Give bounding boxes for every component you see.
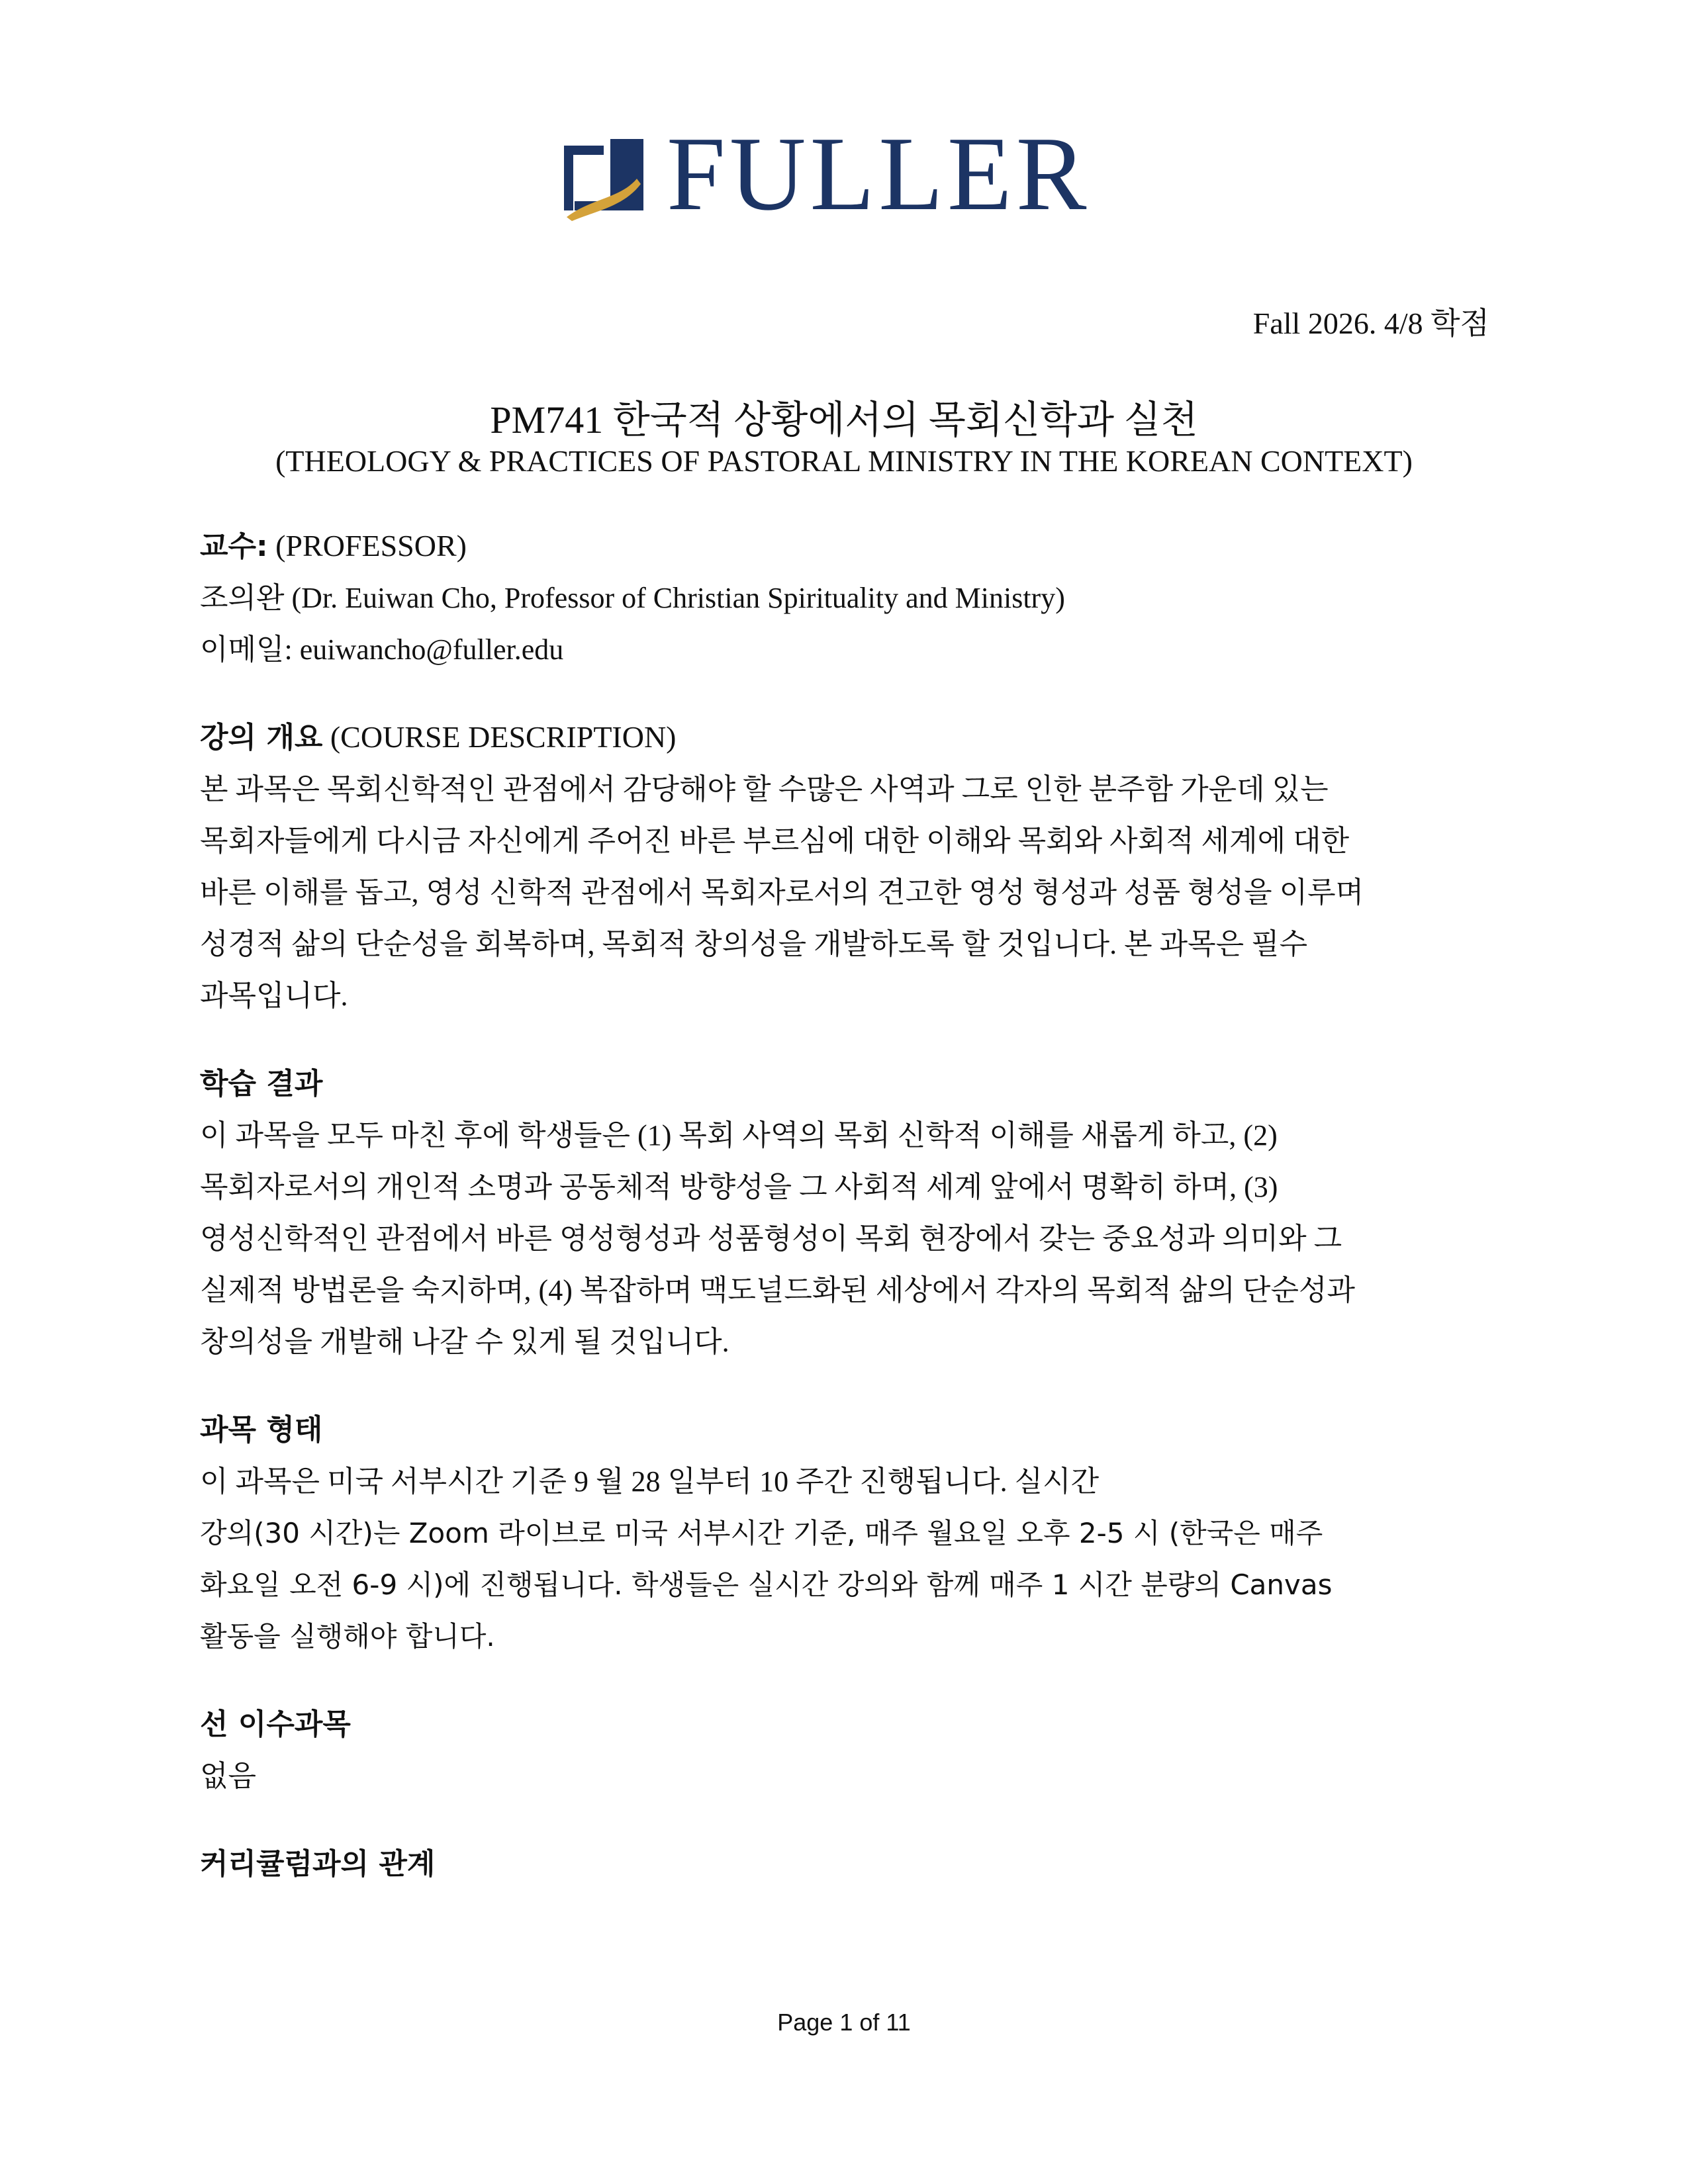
curriculum-section [200,1838,1497,1890]
prerequisites-section [200,1698,1497,1802]
paragraph-line: 성경적 삶의 단순성을 회복하며, 목회적 창의성을 개발하도록 할 것입니다. 본 과목은 필수 [200,928,1308,960]
paragraph-line: 강의(30 시간)는 Zoom 라이브로 미국 서부시간 기준, 매주 월요일 오후 2-5 시 (한국은 매주 [200,1517,1323,1549]
section-heading: 강의 개요 (COURSE DESCRIPTION) [200,720,677,754]
paragraph-line: 이 과목은 미국 서부시간 기준 9 월 28 일부터 10 주간 진행됩니다. 실시간 [200,1465,1100,1498]
paragraph-line: 본 과목은 목회신학적인 관점에서 감당해야 할 수많은 사역과 그로 인한 분주함 가운데 있는 [200,773,1329,805]
section-heading: 선 이수과목 [200,1707,351,1741]
paragraph-line: 목회자들에게 다시금 자신에게 주어진 바른 부르심에 대한 이해와 목회와 사회적 세계에 대한 [200,825,1350,857]
course-subtitle: (THEOLOGY & PRACTICES OF PASTORAL MINISTRY IN THE KOREAN CONTEXT) [275,444,1413,478]
professor-email: 이메일: euiwancho@fuller.edu [200,633,564,666]
course-description-section [200,711,1497,1022]
paragraph-line: 실제적 방법론을 숙지하며, (4) 복잡하며 맥도널드화된 세상에서 각자의 목회적 삶의 단순성과 [200,1274,1355,1306]
syllabus-body [200,520,1497,1926]
section-heading: 과목 형태 [200,1413,323,1447]
section-heading: 커리큘럼과의 관계 [200,1847,436,1881]
paragraph-line: 이 과목을 모두 마친 후에 학생들은 (1) 목회 사역의 목회 신학적 이해를 새롭게 하고, (2) [200,1119,1278,1152]
paragraph-line: 과목입니다. [200,979,348,1012]
term-credits: Fall 2026. 4/8 학점 [1252,306,1489,340]
paragraph-line: 화요일 오전 6-9 시)에 진행됩니다. 학생들은 실시간 강의와 함께 매주 1 시간 분량의 Canvas [200,1569,1333,1601]
professor-section [200,520,1497,676]
fuller-wordmark: FULLER [667,114,1091,232]
paragraph-line: 활동을 실행해야 합니다. [200,1620,495,1653]
fuller-logo [557,114,1127,232]
fuller-book-icon [557,132,650,225]
professor-name: 조의완 (Dr. Euiwan Cho, Professor of Christian Spirituality and Ministry) [200,582,1065,614]
paragraph-line: 영성신학적인 관점에서 바른 영성형성과 성품형성이 목회 현장에서 갖는 중요성과 의미와 그 [200,1222,1342,1255]
paragraph-line: 창의성을 개발해 나갈 수 있게 될 것입니다. [200,1326,729,1358]
paragraph-line: 목회자로서의 개인적 소명과 공동체적 방향성을 그 사회적 세계 앞에서 명확히 하며, (3) [200,1171,1278,1203]
paragraph-line: 바른 이해를 돕고, 영성 신학적 관점에서 목회자로서의 견고한 영성 형성과 성품 형성을 이루며 [200,876,1364,909]
course-title: PM741 한국적 상황에서의 목회신학과 실천 [490,398,1198,441]
page-number: Page 1 of 11 [777,2009,911,2036]
learning-outcomes-section [200,1058,1497,1368]
section-heading: 교수: (PROFESSOR) [200,529,467,563]
course-format-section [200,1404,1497,1662]
prerequisites-value: 없음 [200,1760,257,1792]
section-heading: 학습 결과 [200,1067,323,1101]
